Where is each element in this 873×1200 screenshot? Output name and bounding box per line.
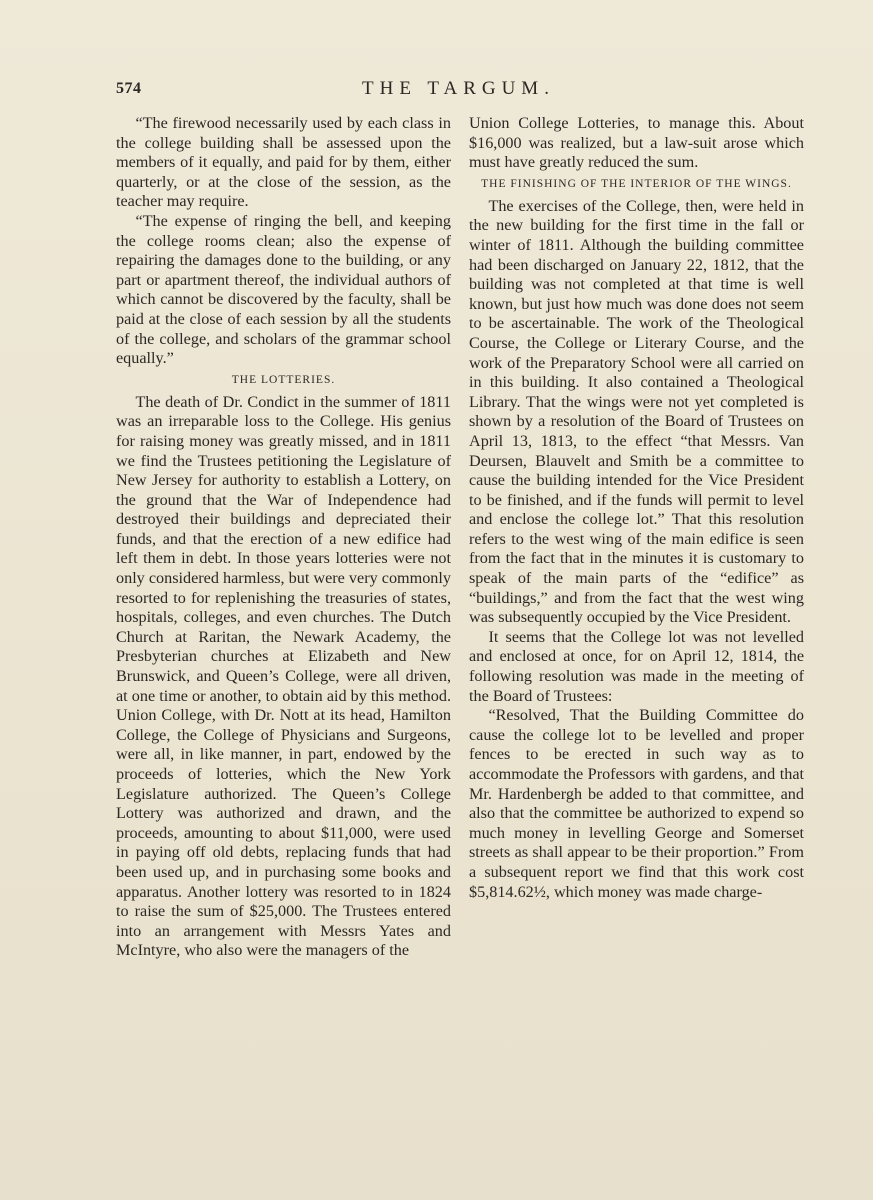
paragraph-college-lot: It seems that the College lot was not levelled and enclosed at once, for on April 12, 1814, the following resolution was made in the meeting of the Board of Trustees:	[469, 627, 804, 705]
paragraph-bell: “The expense of ringing the bell, and keeping the college rooms clean; also the expense of repairing the damages done to the building, or any part or apartment thereof, the individual authors of which cannot be discovered by the faculty, shall be paid at the close of each session by all the students of the college, and scholars of the grammar school equally.”	[116, 211, 451, 368]
paragraph-resolution: “Resolved, That the Building Committee do cause the college lot to be levelled and proper fences to be erected in such way as to accommodate the Professors with gardens, and that Mr. Hardenbergh be added to that committee, and also that the committee be authorized to expend so much money in levelling George and Somerset streets as shall appear to be their proportion.” From a subsequent report we find that this work cost $5,814.62½, which money was made charge-	[469, 706, 804, 901]
page-number: 574	[116, 80, 142, 97]
paragraph-union-college-continued: Union College Lotteries, to manage this. About $16,000 was realized, but a law-suit arose which must have greatly reduced the sum.	[469, 114, 804, 172]
right-column	[469, 114, 804, 1164]
section-heading-finishing: THE FINISHING OF THE INTERIOR OF THE WINGS.	[481, 177, 792, 190]
left-column	[116, 114, 451, 1164]
paragraph-firewood: “The firewood necessarily used by each class in the college building shall be assessed upon the members of it equally, and paid for by them, either quarterly, or at the close of the session, as the teacher may require.	[116, 114, 451, 211]
section-heading-lotteries: THE LOTTERIES.	[231, 373, 336, 386]
running-title: THE TARGUM.	[362, 78, 555, 99]
page-header	[116, 78, 801, 104]
paragraph-lotteries: The death of Dr. Condict in the summer of 1811 was an irreparable loss to the College. His genius for raising money was greatly missed, and in 1811 we find the Trustees petitioning the Legislature of New Jersey for authority to establish a Lottery, on the ground that the War of Independence had destroyed their buildings and depreciated their funds, and that the erection of a new edifice had left them in debt. In those years lotteries were not only considered harmless, but were very commonly resorted to for replenishing the treasuries of states, hospitals, colleges, and even churches. The Dutch Church at Raritan, the Newark Academy, the Presbyterian churches at Elizabeth and New Brunswick, and Queen’s College, were all driven, at one time or another, to obtain aid by this method. Union College, with Dr. Nott at its head, Hamilton College, the College of Physicians and Surgeons, were all, in like manner, in part, endowed by the proceeds of lotteries, which the New York Legislature authorized. The Queen’s College Lottery was authorized and drawn, and the proceeds, amounting to about $11,000, were used in paying off old debts, replacing funds that had been used up, and in purchasing some books and apparatus. Another lottery was resorted to in 1824 to raise the sum of $25,000. The Trustees entered into an arrangement with Messrs Yates and McIntyre, who also were the managers of the	[116, 392, 451, 960]
paragraph-exercises: The exercises of the College, then, were held in the new building for the first time in the fall or winter of 1811. Although the building committee had been discharged on January 22, 1812, that the building was not completed at that time is well known, but just how much was done does not seem to be ascertainable. The work of the Theological Course, the College or Literary Course, and the work of the Preparatory School were all carried on in this building. It also contained a Theological Library. That the wings were not yet completed is shown by a resolution of the Board of Trustees on April 13, 1813, to the effect “that Messrs. Van Deursen, Blauvelt and Smith be a committee to cause the building intended for the Vice President to be finished, and if the funds will permit to level and enclose the college lot.” That this resolution refers to the west wing of the main edifice is seen from the fact that in the minutes it is customary to speak of the main parts of the “edifice” as “buildings,” and from the fact that the west wing was subsequently occupied by the Vice President.	[469, 196, 804, 627]
